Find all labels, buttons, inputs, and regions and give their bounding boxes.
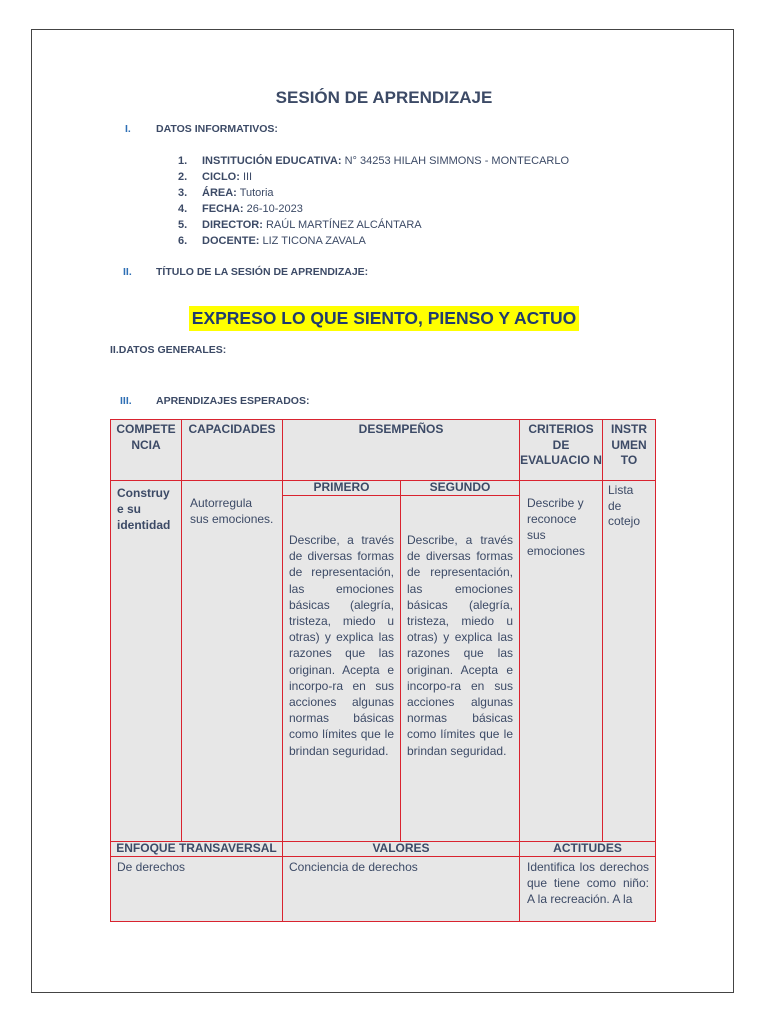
learning-table bbox=[110, 419, 656, 922]
cell-instrumento: Lista de cotejo bbox=[603, 481, 656, 842]
cell-desempeno-segundo: Describe, a través de diversas formas de representación, las emociones básicas (alegría, tristeza, miedo u otras) y explica las razones que las originan. Acepta e incorpo-ra en sus acciones algunas normas básicas como límites que le brindan seguridad. bbox=[401, 496, 520, 842]
cell-capacidad: Autorregula sus emociones. bbox=[182, 481, 283, 842]
info-item: 4. FECHA: 26-10-2023 bbox=[178, 203, 303, 215]
header-desempenos: DESEMPEÑOS bbox=[283, 420, 520, 481]
cell-criterio: Describe y reconoce sus emociones bbox=[520, 481, 603, 842]
cell-actitudes: Identifica los derechos que tiene como niño: A la recreación. A la bbox=[520, 857, 656, 922]
header-primero: PRIMERO bbox=[283, 481, 401, 496]
info-list bbox=[178, 153, 569, 249]
section-1-heading: DATOS INFORMATIVOS: bbox=[156, 123, 278, 135]
info-item: 5. DIRECTOR: RAÚL MARTÍNEZ ALCÁNTARA bbox=[178, 219, 422, 231]
cell-desempeno-primero: Describe, a través de diversas formas de representación, las emociones básicas (alegría, tristeza, miedo u otras) y explica las razones que las originan. Acepta e incorpo-ra en sus acciones algunas normas básicas como límites que le brindan seguridad. bbox=[283, 496, 401, 842]
section-3-number: III. bbox=[120, 395, 132, 407]
section-2-number: II. bbox=[123, 266, 132, 278]
info-item: 3. ÁREA: Tutoria bbox=[178, 187, 274, 199]
header-segundo: SEGUNDO bbox=[401, 481, 520, 496]
header-criterios: CRITERIOS DE EVALUACIO N bbox=[520, 420, 603, 481]
header-actitudes: ACTITUDES bbox=[520, 842, 656, 857]
cell-enfoque: De derechos bbox=[111, 857, 283, 922]
cell-valores: Conciencia de derechos bbox=[283, 857, 520, 922]
info-item: 1. INSTITUCIÓN EDUCATIVA: N° 34253 HILAH SIMMONS - MONTECARLO bbox=[178, 155, 570, 167]
header-valores: VALORES bbox=[283, 842, 520, 857]
section-1-number: I. bbox=[125, 123, 131, 135]
session-title: EXPRESO LO QUE SIENTO, PIENSO Y ACTUO bbox=[189, 306, 579, 331]
cell-competencia: Construy e su identidad bbox=[111, 481, 182, 842]
header-capacidades: CAPACIDADES bbox=[182, 420, 283, 481]
section-2-heading: TÍTULO DE LA SESIÓN DE APRENDIZAJE: bbox=[156, 266, 369, 278]
info-item: 2. CICLO: III bbox=[178, 171, 253, 183]
header-enfoque: ENFOQUE TRANSAVERSAL bbox=[111, 842, 283, 857]
info-item: 6. DOCENTE: LIZ TICONA ZAVALA bbox=[178, 235, 366, 247]
section-3-heading: APRENDIZAJES ESPERADOS: bbox=[156, 395, 310, 407]
general-data-heading: II.DATOS GENERALES: bbox=[110, 344, 227, 356]
document-title: SESIÓN DE APRENDIZAJE bbox=[275, 88, 493, 107]
session-title-wrap bbox=[0, 306, 768, 331]
header-instrumento: INSTR UMEN TO bbox=[603, 420, 656, 481]
header-competencia: COMPETE NCIA bbox=[111, 420, 182, 481]
